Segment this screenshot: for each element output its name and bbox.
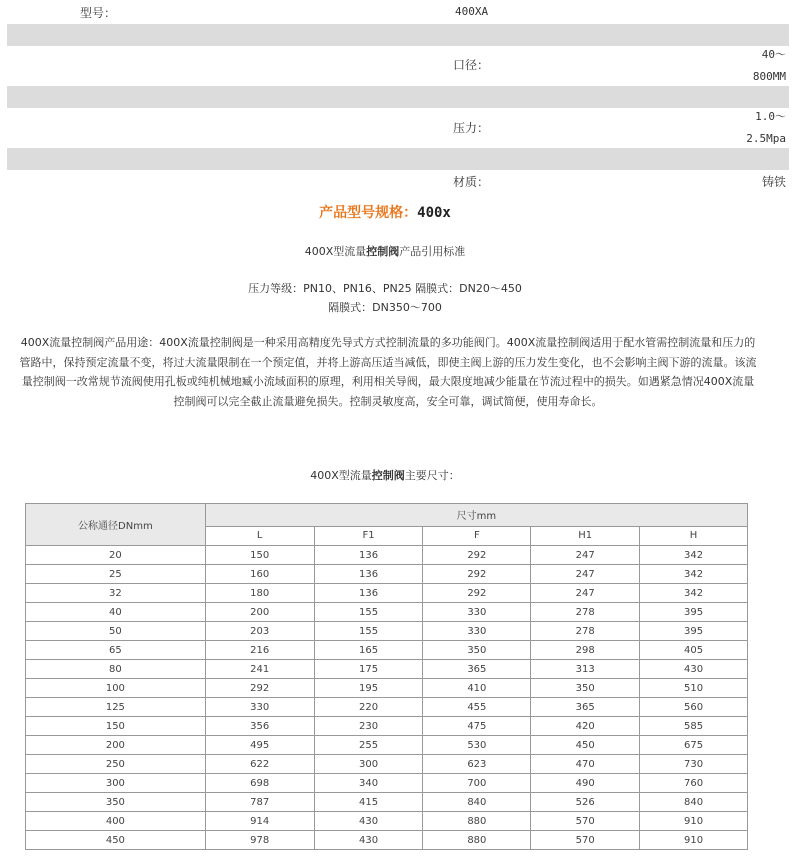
cell-f1: 136: [314, 584, 423, 603]
col-header-h: H: [640, 526, 748, 545]
cell-h1: 278: [531, 622, 640, 641]
cell-h: 910: [640, 831, 748, 850]
table-row: [26, 698, 748, 717]
dims-title: [0, 467, 770, 483]
cell-f1: 136: [314, 546, 423, 565]
table-row: [26, 755, 748, 774]
bore-label: 口径：: [453, 58, 490, 72]
standard-pre: 400X型流量: [304, 245, 367, 258]
cell-h1: 365: [531, 698, 640, 717]
cell-h: 430: [640, 660, 748, 679]
dimensions-table-body: [26, 546, 748, 850]
cell-l: 330: [205, 698, 314, 717]
standard-bold: 控制阀: [366, 245, 400, 258]
cell-h: 395: [640, 603, 748, 622]
usage-paragraph: 400X流量控制阀产品用途：400X流量控制阀是一种采用高精度先导式方式控制流量的多功能阀门。400X流量控制阀适用于配水管需控制流量和压力的管路中，保持预定流量不变，将过大流量限制在一个预定值，并将上游高压适当减低，即使主阀上游的压力发生变化，也不会影响主阀下游的流量。该流量控制阀一改常规节流阀使用孔板或纯机械地臧小流域面积的原理，利用相关导阀，最大限度地减少能量在节流过程中的损失。如遇紧急情况400X流量控制阀可以完全截止流量避免损失。控制灵敏度高，安全可靠，调试简便，使用寿命长。: [19, 336, 757, 408]
table-row: [26, 546, 748, 565]
material-value: 铸铁: [761, 175, 786, 189]
cell-h: 585: [640, 717, 748, 736]
col-header-f1: F1: [314, 526, 423, 545]
cell-h: 760: [640, 774, 748, 793]
dimensions-table: [25, 503, 748, 850]
cell-h: 840: [640, 793, 748, 812]
cell-f: 530: [423, 736, 531, 755]
cell-dn: 32: [26, 584, 206, 603]
cell-f: 455: [423, 698, 531, 717]
cell-h1: 450: [531, 736, 640, 755]
table-row: [26, 793, 748, 812]
spec-divider: [7, 148, 789, 170]
cell-l: 216: [205, 641, 314, 660]
cell-h: 405: [640, 641, 748, 660]
pressure-value-line2: 2.5Mpa: [746, 132, 786, 145]
cell-dn: 65: [26, 641, 206, 660]
standard-post: 产品引用标准: [399, 245, 466, 258]
cell-f1: 220: [314, 698, 423, 717]
pressure-value: [746, 106, 786, 150]
table-row: [26, 717, 748, 736]
cell-h1: 247: [531, 565, 640, 584]
bore-value: [753, 44, 786, 88]
table-row: [26, 679, 748, 698]
spec-divider: [7, 24, 789, 46]
cell-h1: 570: [531, 831, 640, 850]
cell-l: 200: [205, 603, 314, 622]
cell-f: 365: [423, 660, 531, 679]
cell-h1: 570: [531, 812, 640, 831]
cell-dn: 450: [26, 831, 206, 850]
cell-h: 560: [640, 698, 748, 717]
col-header-l: L: [205, 526, 314, 545]
cell-h1: 526: [531, 793, 640, 812]
cell-l: 356: [205, 717, 314, 736]
cell-f1: 155: [314, 603, 423, 622]
cell-h1: 313: [531, 660, 640, 679]
cell-f1: 155: [314, 622, 423, 641]
dims-title-post: 主要尺寸：: [404, 469, 460, 482]
bore-value-line1: 40～: [761, 48, 786, 61]
cell-h: 342: [640, 546, 748, 565]
cell-h1: 420: [531, 717, 640, 736]
cell-f1: 430: [314, 812, 423, 831]
cell-l: 292: [205, 679, 314, 698]
cell-l: 495: [205, 736, 314, 755]
cell-f: 880: [423, 812, 531, 831]
dims-title-pre: 400X型流量: [310, 469, 372, 482]
cell-dn: 250: [26, 755, 206, 774]
model-label: 型号：: [80, 6, 117, 20]
product-spec-heading-model: 400x: [417, 205, 451, 221]
cell-dn: 50: [26, 622, 206, 641]
cell-f: 292: [423, 565, 531, 584]
cell-f1: 430: [314, 831, 423, 850]
table-row: [26, 812, 748, 831]
cell-l: 160: [205, 565, 314, 584]
cell-dn: 20: [26, 546, 206, 565]
cell-h1: 298: [531, 641, 640, 660]
cell-l: 203: [205, 622, 314, 641]
cell-dn: 80: [26, 660, 206, 679]
table-row: [26, 622, 748, 641]
cell-l: 150: [205, 546, 314, 565]
cell-h1: 247: [531, 546, 640, 565]
material-label: 材质：: [453, 175, 490, 189]
pressure-grade-line: 压力等级：PN10、PN16、PN25 隔膜式：DN20～450: [248, 282, 522, 295]
cell-l: 914: [205, 812, 314, 831]
cell-f: 410: [423, 679, 531, 698]
cell-f1: 195: [314, 679, 423, 698]
cell-l: 622: [205, 755, 314, 774]
dims-title-bold: 控制阀: [371, 469, 405, 482]
cell-l: 978: [205, 831, 314, 850]
cell-h1: 470: [531, 755, 640, 774]
cell-l: 698: [205, 774, 314, 793]
cell-f1: 255: [314, 736, 423, 755]
table-row: [26, 660, 748, 679]
cell-dn: 300: [26, 774, 206, 793]
cell-dn: 25: [26, 565, 206, 584]
cell-f: 350: [423, 641, 531, 660]
cell-f1: 175: [314, 660, 423, 679]
pressure-label: 压力：: [453, 121, 490, 135]
cell-l: 180: [205, 584, 314, 603]
col-header-h1: H1: [531, 526, 640, 545]
cell-f: 330: [423, 603, 531, 622]
table-row: [26, 641, 748, 660]
table-row: [26, 603, 748, 622]
cell-l: 787: [205, 793, 314, 812]
table-row: [26, 831, 748, 850]
cell-dn: 150: [26, 717, 206, 736]
model-value: 400XA: [455, 5, 489, 18]
cell-dn: 200: [26, 736, 206, 755]
cell-f1: 340: [314, 774, 423, 793]
col-header-dn: 公称通径DNmm: [26, 504, 206, 546]
cell-l: 241: [205, 660, 314, 679]
cell-dn: 125: [26, 698, 206, 717]
product-spec-heading: [0, 202, 770, 222]
col-header-group: 尺寸mm: [205, 504, 747, 527]
cell-f: 880: [423, 831, 531, 850]
cell-f1: 230: [314, 717, 423, 736]
cell-h: 395: [640, 622, 748, 641]
standard-line: [0, 243, 770, 259]
cell-h: 510: [640, 679, 748, 698]
cell-f: 330: [423, 622, 531, 641]
table-row: [26, 565, 748, 584]
cell-dn: 100: [26, 679, 206, 698]
cell-f: 623: [423, 755, 531, 774]
cell-dn: 40: [26, 603, 206, 622]
cell-dn: 350: [26, 793, 206, 812]
diaphragm-line: 隔膜式：DN350～700: [328, 301, 442, 314]
cell-f: 475: [423, 717, 531, 736]
cell-h1: 490: [531, 774, 640, 793]
cell-h1: 278: [531, 603, 640, 622]
cell-h: 910: [640, 812, 748, 831]
spec-divider: [7, 86, 789, 108]
cell-f: 292: [423, 546, 531, 565]
table-row: [26, 736, 748, 755]
cell-f1: 136: [314, 565, 423, 584]
cell-f: 840: [423, 793, 531, 812]
cell-h: 342: [640, 584, 748, 603]
cell-h: 675: [640, 736, 748, 755]
cell-h1: 247: [531, 584, 640, 603]
col-header-f: F: [423, 526, 531, 545]
cell-f1: 415: [314, 793, 423, 812]
cell-f: 292: [423, 584, 531, 603]
cell-f: 700: [423, 774, 531, 793]
cell-h1: 350: [531, 679, 640, 698]
cell-h: 730: [640, 755, 748, 774]
cell-f1: 300: [314, 755, 423, 774]
table-row: [26, 774, 748, 793]
pressure-value-line1: 1.0～: [755, 110, 786, 123]
product-spec-heading-label: 产品型号规格：: [319, 205, 418, 221]
cell-f1: 165: [314, 641, 423, 660]
bore-value-line2: 800MM: [752, 70, 786, 83]
cell-h: 342: [640, 565, 748, 584]
table-row: [26, 584, 748, 603]
cell-dn: 400: [26, 812, 206, 831]
